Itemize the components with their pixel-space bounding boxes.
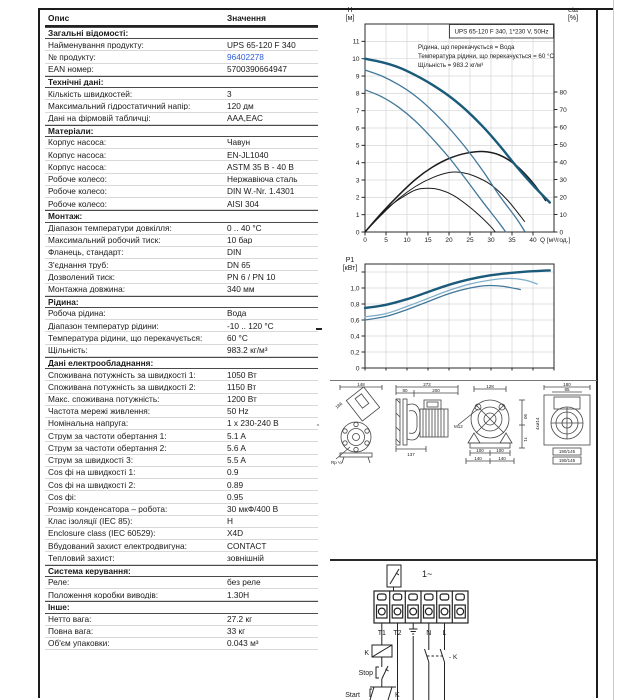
axis-label: 4	[355, 159, 360, 167]
row-label: Реле:	[48, 578, 70, 587]
section-row	[45, 76, 318, 88]
row-value: 1.30H	[227, 590, 250, 599]
spec-row	[45, 320, 318, 332]
axis-label: 15	[424, 237, 432, 244]
row-label: Найменування продукту:	[48, 40, 144, 49]
row-label: Рідина:	[48, 297, 79, 307]
spec-row	[45, 406, 318, 418]
axis-label: 7	[355, 107, 360, 115]
spec-row	[45, 223, 318, 235]
dim-label: Rp ¼	[331, 460, 342, 465]
product-number-link[interactable]: 96402278	[227, 52, 264, 62]
spec-row	[45, 88, 318, 100]
dim-label: 137	[407, 452, 415, 457]
row-label: Максимальний гідростатичний напір:	[48, 101, 191, 111]
spec-row	[45, 259, 318, 271]
spec-row	[45, 39, 318, 51]
axis-label: 3	[355, 177, 360, 185]
section-row	[45, 565, 318, 577]
row-value: 50 Hz	[227, 407, 249, 416]
eta-speed-2-curve	[365, 172, 525, 232]
spec-row	[45, 100, 318, 112]
row-value: Вода	[227, 309, 247, 318]
row-label: Струм за частоти обертання 1:	[48, 431, 167, 440]
spec-row	[45, 540, 318, 552]
axis-label: 1	[355, 211, 360, 219]
phase-label: 1~	[422, 569, 433, 579]
row-value: 1200 Вт	[227, 395, 257, 404]
row-value: 27.2 кг	[227, 614, 253, 624]
dim-label: 140	[474, 456, 482, 461]
row-label: Технічні дані:	[48, 77, 104, 87]
right-column	[330, 0, 597, 700]
axis-label: 0	[355, 229, 360, 237]
section-row	[45, 125, 318, 137]
row-value: DIN W.-Nr. 1.4301	[227, 187, 295, 196]
row-label: Повна вага:	[48, 627, 94, 636]
row-value: Чавун	[227, 138, 251, 147]
drawing-view-front	[454, 384, 528, 464]
axis-label: 30	[559, 176, 567, 184]
axis-label: Щільність = 983.2 кг/м³	[418, 62, 484, 69]
stop-switch	[376, 666, 389, 679]
row-label: Споживана потужність за швидкості 2:	[48, 382, 196, 392]
wiring-diagram	[330, 561, 597, 700]
row-value: 5.6 A	[227, 443, 246, 453]
row-label: Корпус насоса:	[48, 138, 107, 147]
p1-speed-3-curve	[365, 270, 550, 308]
dim-label: 200	[432, 388, 440, 393]
axis-label: 35	[508, 237, 516, 244]
axis-label: 10	[403, 237, 411, 244]
section-row	[45, 27, 318, 39]
right-contact-label: - K	[449, 654, 458, 661]
spec-row	[45, 113, 318, 125]
spec-row	[45, 198, 318, 210]
row-label: Дані на фірмовій табличці:	[48, 113, 151, 123]
row-label: Інше:	[48, 603, 70, 612]
axis-label: 8	[355, 90, 360, 98]
spec-row	[45, 552, 318, 564]
row-value: DIN	[227, 248, 242, 257]
start-switch	[370, 687, 374, 700]
axis-label: 9	[355, 73, 360, 81]
axis-label: 40	[529, 237, 537, 244]
drawing-view-side	[396, 383, 458, 457]
spec-table	[45, 12, 318, 650]
header-description: Опис	[48, 14, 70, 23]
section-row	[45, 601, 318, 613]
ground-icon	[409, 623, 417, 634]
row-value: PN 6 / PN 10	[227, 272, 276, 282]
axis-label: 0	[355, 365, 360, 373]
dim-label: 90	[523, 414, 528, 420]
row-label: Загальні відомості:	[48, 28, 129, 38]
axis-label: 20	[559, 194, 567, 202]
eta-speed-3-curve	[365, 151, 546, 232]
axis-label: 70	[559, 106, 567, 114]
thermal-protector-icon	[387, 565, 401, 591]
row-value: AISI 304	[227, 199, 259, 208]
row-value: 5700390664947	[227, 65, 287, 74]
row-value: H	[227, 517, 233, 526]
axis-label: 2	[355, 194, 360, 202]
row-label: EAN номер:	[48, 65, 94, 74]
axis-label: Рідина, що перекачується = Вода	[418, 44, 515, 51]
spec-row	[45, 626, 318, 638]
spec-row	[45, 479, 318, 491]
axis-label: 0	[559, 229, 564, 237]
row-value: X4D	[227, 529, 244, 538]
axis-label: 30	[487, 237, 495, 244]
row-label: Кількість швидкостей:	[48, 89, 133, 98]
row-value: 1150 Вт	[227, 382, 257, 392]
spec-row	[45, 528, 318, 540]
row-label: Розмір конденсатора – робота:	[48, 504, 168, 514]
row-label: Cos фі на швидкості 2:	[48, 480, 136, 489]
row-value: DN 65	[227, 260, 251, 269]
section-row	[45, 357, 318, 369]
row-label: Дані електрообладнання:	[48, 358, 154, 368]
dim-label: 71	[523, 437, 528, 443]
row-label: Щільність:	[48, 346, 88, 355]
axis-label: Температура рідини, що перекачується = 60 °C	[418, 53, 554, 60]
spec-row	[45, 284, 318, 296]
stop-label: Stop	[358, 670, 373, 677]
row-label: Діапазон температури довкілля:	[48, 223, 172, 233]
spec-row	[45, 51, 318, 63]
row-value: 5.1 A	[227, 431, 246, 440]
axis-label: 1,0	[350, 285, 360, 293]
row-value: -10 .. 120 °C	[227, 321, 274, 330]
row-label: Температура рідини, що перекачується:	[48, 333, 203, 343]
row-label: Cos фі на швидкості 1:	[48, 468, 136, 477]
row-value: 3	[227, 89, 232, 98]
terminal-block	[374, 591, 468, 623]
axis-ticks	[362, 272, 555, 371]
row-value: 0 .. 40 °C	[227, 223, 262, 233]
row-value: AAA,EAC	[227, 113, 263, 123]
axis-label: 10	[559, 211, 567, 219]
row-value: 0.9	[227, 468, 239, 477]
row-value: 10 бар	[227, 236, 253, 245]
dim-label: 148	[357, 383, 365, 387]
dim-label: 4xø14	[535, 417, 540, 430]
spec-row	[45, 589, 318, 601]
spec-row	[45, 442, 318, 454]
axis-label: 0	[363, 237, 367, 244]
axis-label: 11	[352, 38, 360, 46]
axis-label: 0,6	[350, 317, 360, 325]
spec-row	[45, 455, 318, 467]
row-value: 983.2 кг/м³	[227, 346, 268, 355]
row-value: 120 дм	[227, 101, 254, 111]
axis-label: 80	[559, 89, 567, 97]
section-row	[45, 210, 318, 222]
spec-row	[45, 332, 318, 344]
spec-row	[45, 271, 318, 283]
terminal-label-l: L	[442, 630, 447, 637]
row-label: Enclosure class (IEC 60529):	[48, 529, 156, 538]
row-label: Струм за частоти обертання 2:	[48, 443, 167, 453]
row-label: Монтаж:	[48, 212, 83, 221]
axis-label: UPS 65-120 F 340, 1*230 V, 50Hz	[454, 28, 549, 36]
axis-label: Q [м³/год.]	[540, 237, 571, 244]
relay-coil	[372, 645, 392, 657]
spec-row	[45, 308, 318, 320]
row-value: 340 мм	[227, 285, 255, 294]
header-value: Значення	[227, 14, 266, 23]
spec-row	[45, 577, 318, 589]
coil-label: K	[364, 650, 369, 657]
axis-label: 6	[355, 125, 360, 133]
row-label: Діапазон температур рідини:	[48, 321, 159, 330]
row-label: Cos фі:	[48, 492, 77, 502]
row-label: Струм за швидкості 3:	[48, 456, 133, 465]
performance-chart	[330, 0, 597, 256]
drawing-view-angled	[331, 383, 382, 465]
row-label: Фланець, стандарт:	[48, 248, 124, 257]
page-edge	[613, 0, 614, 700]
spec-row	[45, 491, 318, 503]
axis-label: P1	[345, 257, 355, 264]
row-label: Робоче колесо:	[48, 175, 107, 184]
spec-row	[45, 186, 318, 198]
row-label: Частота мережі живлення:	[48, 407, 151, 416]
row-label: Клас ізоляції (IEC 85):	[48, 517, 133, 526]
row-value: Нержавіюча сталь	[227, 175, 298, 184]
row-label: Робоча рідина:	[48, 309, 106, 318]
footnote-dot	[317, 424, 319, 426]
footnote-marker	[316, 328, 322, 330]
spec-row	[45, 235, 318, 247]
row-label: Система керування:	[48, 566, 131, 575]
axis-label: 50	[559, 141, 567, 149]
row-label: Дозволений тиск:	[48, 272, 115, 282]
table-header	[45, 12, 318, 27]
row-label: Нетто вага:	[48, 614, 92, 624]
row-label: Робоче колесо:	[48, 187, 107, 196]
row-value: без реле	[227, 578, 261, 587]
dim-label: 128	[486, 384, 494, 389]
section-row	[45, 296, 318, 308]
spec-row	[45, 247, 318, 259]
row-label: Номінальна напруга:	[48, 419, 129, 428]
row-label: Монтажна довжина:	[48, 285, 126, 294]
dim-label: 180	[563, 383, 571, 387]
spec-row	[45, 516, 318, 528]
spec-row	[45, 418, 318, 430]
spec-row	[45, 345, 318, 357]
power-chart	[330, 256, 597, 380]
terminal-label-t2: T2	[393, 630, 402, 637]
spec-row	[45, 467, 318, 479]
spec-row	[45, 394, 318, 406]
spec-row	[45, 174, 318, 186]
axis-label: eta	[568, 7, 578, 14]
spec-row	[45, 381, 318, 393]
row-value: 0.043 м³	[227, 639, 259, 648]
row-value: CONTACT	[227, 541, 267, 550]
dim-label: 100	[496, 448, 504, 453]
axis-label: [м]	[345, 15, 355, 22]
row-label: З'єднання труб:	[48, 260, 109, 269]
left-rule	[38, 8, 40, 698]
row-label: № продукту:	[48, 52, 96, 62]
spec-row	[45, 369, 318, 381]
p1-speed-1-curve	[365, 285, 520, 320]
dim-label: M12	[454, 424, 463, 429]
row-value: 0.89	[227, 480, 244, 489]
terminal-label-n: N	[426, 630, 432, 637]
axis-label: 0,2	[350, 349, 360, 357]
start-label: Start	[345, 692, 360, 699]
row-value: 33 кг	[227, 627, 246, 636]
spec-row	[45, 638, 318, 650]
dim-label: 272	[423, 383, 431, 387]
dim-label: 186	[334, 401, 344, 410]
axis-label: 5	[355, 142, 360, 150]
dim-label: 190/145	[558, 458, 576, 463]
row-value: 30 мкФ/400 В	[227, 504, 279, 514]
row-value: 60 °C	[227, 333, 248, 343]
row-label: Макс. споживана потужність:	[48, 395, 160, 404]
axis-label: 0,4	[350, 333, 360, 341]
axis-label: 0,8	[350, 301, 360, 309]
row-value: 1050 Вт	[227, 370, 257, 379]
spec-row	[45, 149, 318, 161]
axis-label: 5	[384, 237, 388, 244]
axis-label: 60	[559, 124, 567, 132]
row-label: Корпус насоса:	[48, 162, 107, 172]
dim-label: 140	[498, 456, 506, 461]
row-label: Максимальний робочий тиск:	[48, 236, 161, 245]
row-label: Споживана потужність за швидкості 1:	[48, 370, 196, 379]
row-label: Робоче колесо:	[48, 199, 107, 208]
axis-label: H	[347, 7, 353, 14]
row-label: Тепловий захист:	[48, 553, 115, 563]
spec-row	[45, 614, 318, 626]
drawing-view-end	[535, 383, 590, 464]
axis-label: 20	[445, 237, 453, 244]
spec-row	[45, 64, 318, 76]
dim-label: 80	[402, 388, 408, 393]
row-label: Об'єм упаковки:	[48, 639, 110, 648]
spec-row	[45, 137, 318, 149]
axis-label: [кВт]	[342, 265, 358, 272]
axis-label: 40	[559, 159, 567, 167]
row-value: 1 x 230-240 В	[227, 419, 279, 428]
row-value: 0.95	[227, 492, 244, 502]
axis-label: 25	[466, 237, 474, 244]
table-body	[45, 27, 318, 650]
row-value: зовнішній	[227, 553, 264, 563]
start-contact-label: K	[395, 692, 400, 699]
spec-row	[45, 504, 318, 516]
axis-ticks	[362, 41, 558, 235]
dim-label: 100	[476, 448, 484, 453]
spec-row	[45, 430, 318, 442]
row-value: UPS 65-120 F 340	[227, 40, 296, 49]
row-label: Положення коробки виводів:	[48, 590, 159, 599]
axis-label: 10	[352, 56, 360, 63]
axis-label: [%]	[567, 15, 579, 22]
row-value: 5.5 A	[227, 456, 246, 465]
spec-row	[45, 161, 318, 173]
row-value: ASTM 35 B - 40 B	[227, 162, 294, 172]
row-label: Матеріали:	[48, 126, 94, 135]
divider	[330, 380, 597, 381]
head-speed-3-curve	[365, 59, 550, 203]
dimensional-drawings	[330, 383, 597, 479]
row-label: Корпус насоса:	[48, 150, 107, 159]
start-hold-contact	[388, 687, 392, 700]
dim-label: 190/145	[558, 449, 576, 454]
row-label: Вбудований захист електродвигуна:	[48, 541, 187, 550]
row-value: EN-JL1040	[227, 150, 269, 159]
dim-label: 85	[564, 387, 570, 392]
terminal-label-t1: T1	[377, 630, 386, 637]
